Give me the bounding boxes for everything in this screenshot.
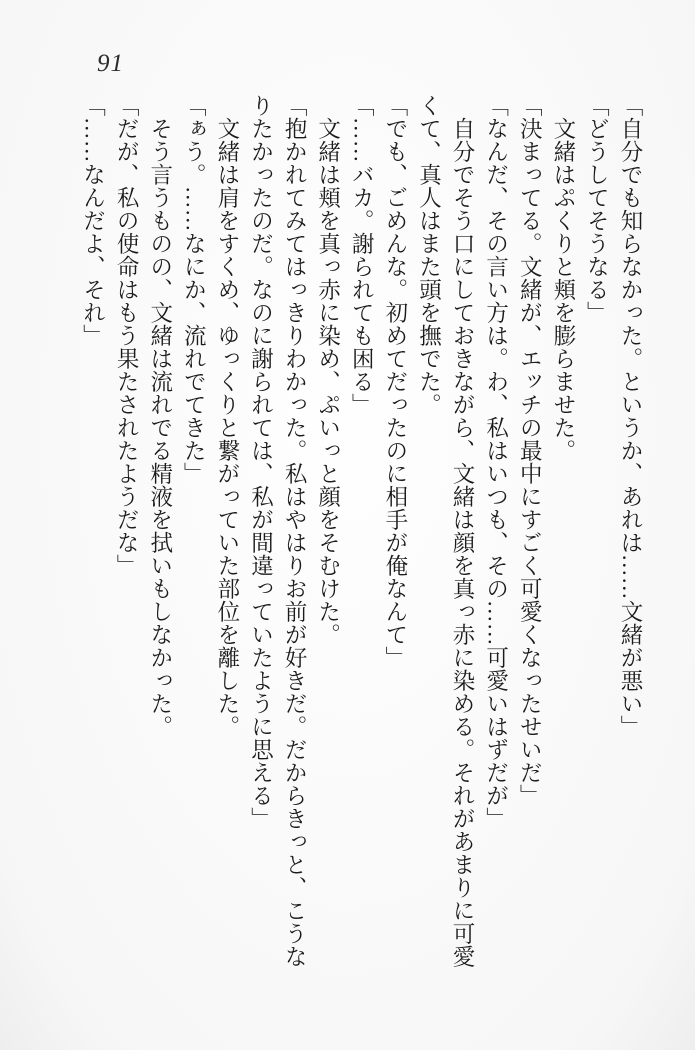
text-line: 「だが、私の使命はもう果たされたようだな」 [114, 94, 140, 577]
text-line: 自分でそう口にしておきながら、文緒は顔を真っ赤に染める。それがあまりに可愛 [450, 116, 476, 968]
vertical-text-block [76, 94, 647, 974]
text-line: 「どうしてそうなる」 [584, 94, 610, 324]
text-line: 「自分でも知らなかった。というか、あれは……文緒が悪い」 [618, 94, 643, 738]
text-line: くて、真人はまた頭を撫でた。 [416, 94, 442, 416]
text-line: 「決まってる。文緒が、エッチの最中にすごく可愛くなったせいだ」 [517, 94, 543, 807]
text-line: 「抱かれてみてはっきりわかった。私はやはりお前が好きだ。だからきっと、こうな [282, 94, 308, 968]
text-line: 「なんだ、その言い方は。わ、私はいつも、その……可愛いはずだが」 [483, 94, 509, 830]
text-line: 文緒はぷくりと頬を膨らませた。 [550, 116, 576, 462]
page-number: 91 [97, 50, 124, 77]
text-line: 「……バカ。謝られても困る」 [349, 94, 375, 416]
text-line: 文緒は頬を真っ赤に染め、ぷいっと顔をそむけた。 [315, 116, 341, 646]
text-line: 「……なんだよ、それ」 [80, 94, 106, 347]
text-line: 文緒は肩をすくめ、ゆっくりと繋がっていた部位を離した。 [214, 116, 240, 738]
text-line: そう言うものの、文緒は流れでる精液を拭いもしなかった。 [147, 116, 173, 738]
text-line: 「でも、ごめんな。初めてだったのに相手が俺なんて」 [382, 94, 408, 669]
text-line: 「ぁう。……なにか、流れでてきた」 [181, 94, 207, 485]
text-line: りたかったのだ。なのに謝られては、私が間違っていたように思える」 [248, 94, 274, 830]
